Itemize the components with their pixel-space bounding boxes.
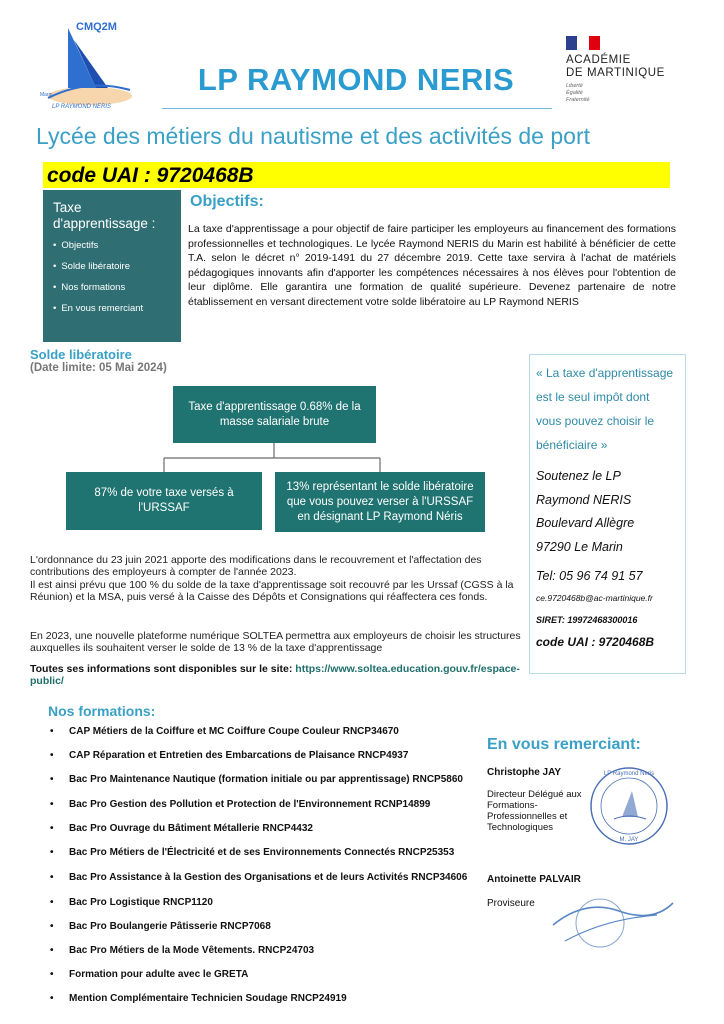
contact-box bbox=[529, 354, 686, 674]
solde-deadline: (Date limite: 05 Mai 2024) bbox=[30, 362, 167, 374]
uai-banner: code UAI : 9720468B bbox=[43, 162, 670, 188]
list-item: • Bac Pro Métiers de la Mode Vêtements. RNCP24703 bbox=[50, 945, 470, 956]
school-title: LP RAYMOND NERIS bbox=[197, 62, 515, 97]
academy-name-line2: DE MARTINIQUE bbox=[566, 67, 665, 79]
support-text: Soutenez le LP Raymond NERIS bbox=[536, 469, 632, 507]
soltea-paragraph: En 2023, une nouvelle plateforme numérique SOLTEA permettra aux employeurs de choisir les structures auxquelles ils souhaitent verser le solde de 13 % de la taxe d'apprentissage bbox=[30, 630, 521, 655]
list-item: • Formation pour adulte avec le GRETA bbox=[50, 969, 470, 980]
academy-name-line1: ACADÉMIE bbox=[566, 54, 631, 66]
svg-text:Marin: Marin bbox=[40, 92, 53, 98]
address-line2: 97290 Le Marin bbox=[536, 539, 623, 554]
quote-text: « La taxe d'apprentissage est le seul impôt dont vous pouvez choisir le bénéficiaire » bbox=[536, 366, 674, 452]
menu-title: Taxe d'apprentissage : bbox=[53, 200, 156, 231]
list-item: • Bac Pro Gestion des Pollution et Protection de l'Environnement RCNP14899 bbox=[50, 799, 470, 810]
republic-motto: Liberté Égalité Fraternité bbox=[566, 83, 590, 103]
solde-heading: Solde libératoire bbox=[30, 347, 132, 362]
phone-number: Tel: 05 96 74 91 57 bbox=[536, 569, 643, 583]
principal-signature bbox=[545, 885, 675, 955]
menu-item-objectifs[interactable]: • Objectifs bbox=[53, 240, 175, 251]
list-item: • CAP Réparation et Entretien des Embarcations de Plaisance RNCP4937 bbox=[50, 750, 470, 761]
list-item: • Mention Complémentaire Technicien Soudage RNCP24919 bbox=[50, 993, 470, 1004]
svg-text:LP RAYMOND NERIS: LP RAYMOND NERIS bbox=[52, 104, 112, 110]
svg-text:CMQ2M: CMQ2M bbox=[76, 21, 117, 33]
signatory-1-name: Christophe JAY bbox=[487, 767, 562, 778]
menu-item-solde[interactable]: • Solde libératoire bbox=[53, 261, 175, 272]
objectives-text: La taxe d'apprentissage a pour objectif de faire participer les employeurs au financement des formations professionnelles et technologiques. Le lycée Raymond NERIS du Marin est habilité à bénéficier de cette T.A. selon le décret n° 2019-1491 du 27 décembre 2019. Cette taxe servira à l'achat de matériels pédagogiques innovants afin d'apporter les compétences nécessaires à nos élèves pour l'obtention de leur diplôme. Elle garantira une formation de qualité supérieure. Devenez partenaire de notre établissement en versant directement votre solde libératoire au LP Raymond NERIS bbox=[188, 223, 676, 308]
signatory-1-role: Directeur Délégué aux Formations-Professionnelles et Technologiques bbox=[487, 789, 582, 833]
menu-item-remerciements[interactable]: • En vous remerciant bbox=[53, 303, 175, 314]
svg-text:M. JAY: M. JAY bbox=[619, 837, 639, 843]
diagram-right-box: 13% représentant le solde libératoire que vous pouvez verser à l'URSSAF en désignant LP Raymond Néris bbox=[275, 472, 485, 532]
menu-item-formations[interactable]: • Nos formations bbox=[53, 282, 175, 293]
list-item: • Bac Pro Logistique RNCP1120 bbox=[50, 897, 470, 908]
objectives-heading: Objectifs: bbox=[190, 193, 264, 210]
email-link[interactable]: ce.9720468b@ac-martinique.fr bbox=[536, 592, 653, 603]
list-item: • Bac Pro Métiers de l'Électricité et de ses Environnements Connectés RNCP25353 bbox=[50, 847, 470, 858]
ordinance-paragraph: L'ordonnance du 23 juin 2021 apporte des modifications dans le recouvrement et l'affectation des contributions des employeurs à compter de l'année 2023. Il est ainsi prévu que 100 % du solde de la taxe d'apprentissage soit recouvré par les Urssaf (CGSS à la Réunion) et la MSA, puis versé à la Caisse des Dépôts et Consignations qui réaffectera ces fonds. bbox=[30, 554, 514, 603]
soltea-link[interactable]: https://www.soltea.education.gouv.fr/espace-public/ bbox=[30, 663, 520, 688]
list-item: • Bac Pro Assistance à la Gestion des Organisations et de leurs Activités RNCP34606 bbox=[50, 872, 470, 883]
list-item: • Bac Pro Ouvrage du Bâtiment Métallerie RNCP4432 bbox=[50, 823, 470, 834]
signatory-2-name: Antoinette PALVAIR bbox=[487, 874, 581, 885]
list-item: • Bac Pro Maintenance Nautique (formation initiale ou par apprentissage) RNCP5860 bbox=[50, 774, 470, 785]
formations-list bbox=[50, 726, 470, 1017]
siret-number: SIRET: 19972468300016 bbox=[536, 614, 638, 625]
info-line: Toutes ses informations sont disponibles sur le site: https://www.soltea.education.gouv.fr/espace-public/ bbox=[30, 663, 520, 688]
formations-heading: Nos formations: bbox=[48, 703, 156, 719]
page-subtitle: Lycée des métiers du nautisme et des activités de port bbox=[36, 123, 590, 149]
school-stamp bbox=[588, 765, 670, 847]
diagram-left-box: 87% de votre taxe versés à l'URSSAF bbox=[66, 472, 262, 530]
diagram-top-box: Taxe d'apprentissage 0.68% de la masse salariale brute bbox=[173, 386, 376, 443]
thanks-heading: En vous remerciant: bbox=[487, 736, 641, 753]
list-item: • Bac Pro Boulangerie Pâtisserie RNCP7068 bbox=[50, 921, 470, 932]
list-item: • CAP Métiers de la Coiffure et MC Coiffure Coupe Couleur RNCP34670 bbox=[50, 726, 470, 737]
address-line1: Boulevard Allègre bbox=[536, 516, 635, 530]
svg-text:LP Raymond Neris: LP Raymond Neris bbox=[603, 771, 655, 777]
signatory-2-role: Proviseure bbox=[487, 898, 535, 909]
uai-code: code UAI : 9720468B bbox=[536, 634, 655, 649]
